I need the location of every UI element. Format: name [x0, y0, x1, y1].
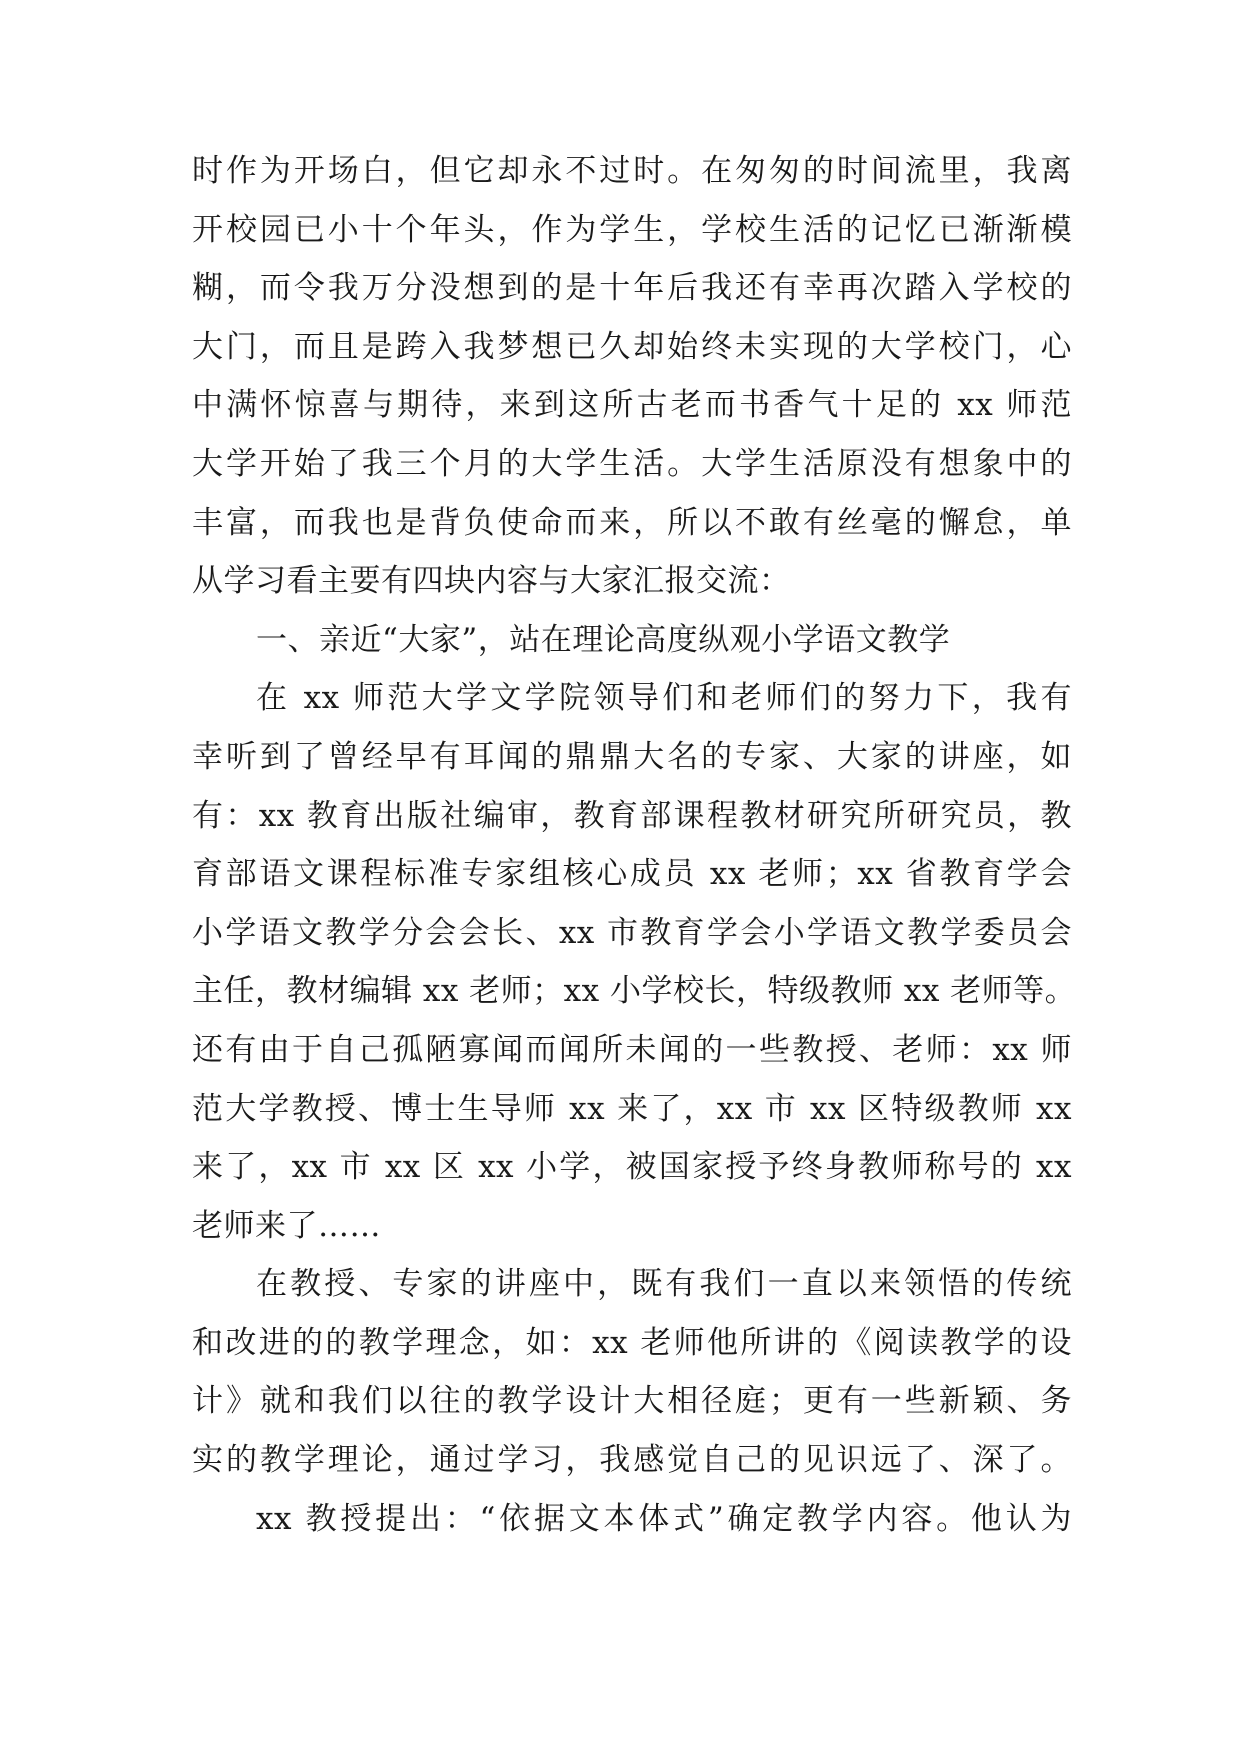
- text-line: 糊，而令我万分没想到的是十年后我还有幸再次踏入学校的: [192, 270, 1072, 307]
- body-text: [192, 142, 1077, 1548]
- text-line: 育部语文课程标准专家组核心成员 xx 老师；xx 省教育学会: [192, 856, 1072, 893]
- text-line: 开校园已小十个年头，作为学生，学校生活的记忆已渐渐模: [192, 211, 1072, 248]
- text-line: 范大学教授、博士生导师 xx 来了，xx 市 xx 区特级教师 xx: [192, 1090, 1072, 1127]
- text-line: 主任，教材编辑 xx 老师；xx 小学校长，特级教师 xx 老师等。: [192, 973, 1077, 1010]
- text-line: 实的教学理论，通过学习，我感觉自己的见识远了、深了。: [192, 1442, 1072, 1479]
- paragraph-first-line: 一、亲近“大家”，站在理论高度纵观小学语文教学: [256, 621, 951, 658]
- text-line: 有：xx 教育出版社编审，教育部课程教材研究所研究员，教: [192, 797, 1072, 834]
- paragraph-first-line: xx 教授提出：“依据文本体式”确定教学内容。他认为: [256, 1500, 1072, 1537]
- paragraph-first-line: 在教授、专家的讲座中，既有我们一直以来领悟的传统: [256, 1266, 1072, 1303]
- text-line: 大学开始了我三个月的大学生活。大学生活原没有想象中的: [192, 445, 1072, 482]
- text-line: 中满怀惊喜与期待，来到这所古老而书香气十足的 xx 师范: [192, 387, 1072, 424]
- text-line: 小学语文教学分会会长、xx 市教育学会小学语文教学委员会: [192, 914, 1072, 951]
- text-line: 来了，xx 市 xx 区 xx 小学，被国家授予终身教师称号的 xx: [192, 1149, 1072, 1186]
- text-line: 幸听到了曾经早有耳闻的鼎鼎大名的专家、大家的讲座，如: [192, 738, 1072, 775]
- text-line: 老师来了……: [192, 1207, 381, 1244]
- text-line: 时作为开场白，但它却永不过时。在匆匆的时间流里，我离: [192, 153, 1072, 189]
- text-line: 大门，而且是跨入我梦想已久却始终未实现的大学校门，心: [192, 328, 1072, 365]
- text-line: 还有由于自己孤陋寡闻而闻所未闻的一些教授、老师：xx 师: [192, 1031, 1072, 1068]
- text-line: 从学习看主要有四块内容与大家汇报交流：: [192, 563, 791, 600]
- text-line: 计》就和我们以往的教学设计大相径庭；更有一些新颖、务: [192, 1383, 1072, 1420]
- text-line: 丰富，而我也是背负使命而来，所以不敢有丝毫的懈怠，单: [192, 504, 1072, 541]
- text-line: 和改进的的教学理念，如：xx 老师他所讲的《阅读教学的设: [192, 1324, 1072, 1361]
- paragraph-first-line: 在 xx 师范大学文学院领导们和老师们的努力下，我有: [256, 680, 1072, 717]
